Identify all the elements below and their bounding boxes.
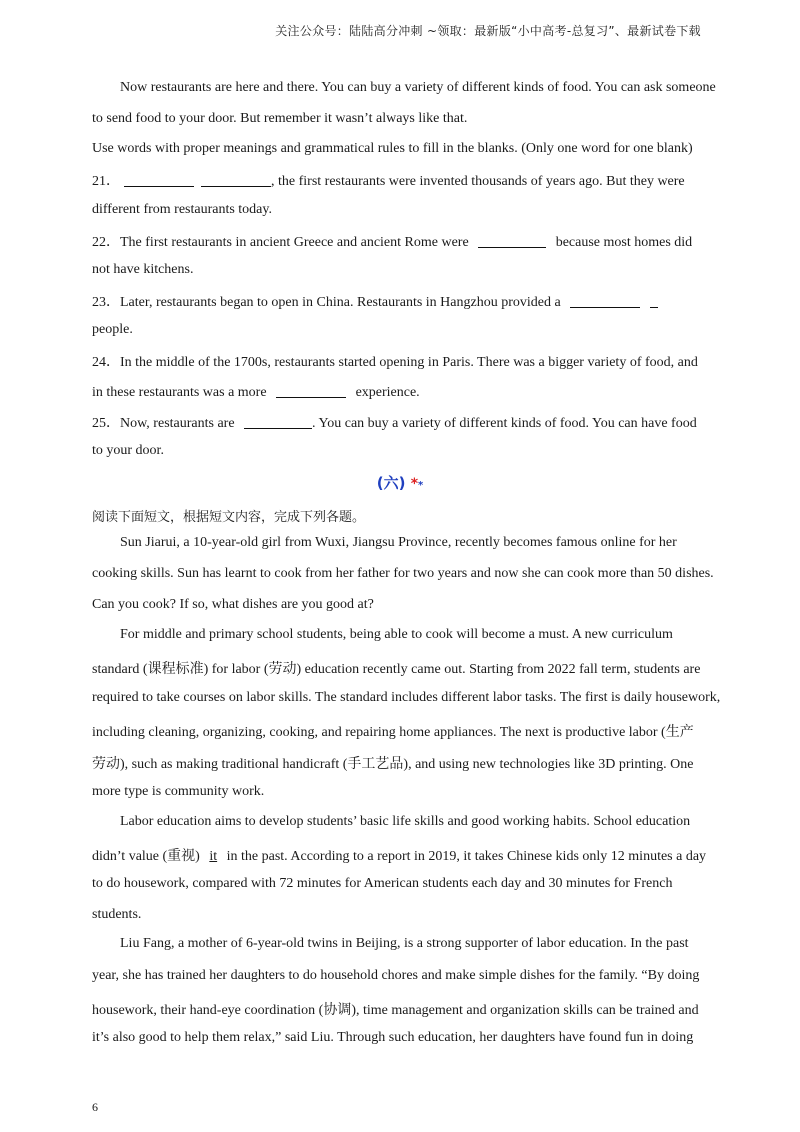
passage-p4-line-2: year, she has trained her daughters to do household chores and make simple dishes for the family. “By doing bbox=[92, 968, 700, 983]
question-text: Later, restaurants began to open in China. Restaurants in Hangzhou provided a bbox=[120, 295, 561, 310]
question-23 bbox=[92, 291, 658, 311]
passage-p2-line-6: more type is community work. bbox=[92, 784, 265, 799]
passage-p4-line-4: it’s also good to help them relax,” said Liu. Through such education, her daughters have found fun in doing bbox=[92, 1030, 694, 1045]
passage-p2-line-4: including cleaning, organizing, cooking, and repairing home appliances. The next is productive labor (生产 bbox=[92, 725, 694, 740]
page-header: 关注公众号：陆陆高分冲刺 ~领取：最新版“小中高考-总复习”、最新试卷下载 bbox=[275, 24, 701, 38]
question-text: , the first restaurants were invented thousands of years ago. But they were bbox=[271, 174, 685, 189]
question-25 bbox=[92, 412, 697, 432]
answer-blank-21b[interactable] bbox=[201, 172, 271, 187]
passage-p2-line-3: required to take courses on labor skills. The standard includes different labor tasks. The first is daily housework, bbox=[92, 690, 721, 705]
question-23-cont: people. bbox=[92, 322, 133, 337]
answer-blank-22[interactable] bbox=[478, 233, 546, 248]
question-number: 25． bbox=[92, 416, 120, 431]
passage-p2-line-5: 劳动), such as making traditional handicraft (手工艺品), and using new technologies like 3D printing. One bbox=[92, 757, 694, 772]
answer-blank-25[interactable] bbox=[244, 414, 312, 429]
question-number: 22． bbox=[92, 235, 120, 250]
passage-p1-line-3: Can you cook? If so, what dishes are you good at? bbox=[92, 597, 374, 612]
question-text: The first restaurants in ancient Greece and ancient Rome were bbox=[120, 235, 469, 250]
question-21 bbox=[92, 170, 685, 190]
question-21-cont: different from restaurants today. bbox=[92, 202, 272, 217]
page-number: 6 bbox=[92, 1100, 98, 1114]
passage-end-line-2: to send food to your door. But remember it wasn’t always like that. bbox=[92, 111, 468, 126]
passage-p3-line-3: to do housework, compared with 72 minutes for American students each day and 30 minutes for French bbox=[92, 876, 673, 891]
passage-p2-line-2: standard (课程标准) for labor (劳动) education recently came out. Starting from 2022 fall term, students are bbox=[92, 662, 701, 677]
passage-p3-line-2 bbox=[92, 845, 706, 865]
passage-p3-line-4: students. bbox=[92, 907, 142, 922]
question-text: In the middle of the 1700s, restaurants started opening in Paris. There was a bigger variety of food, and bbox=[120, 355, 698, 370]
question-text: in these restaurants was a more bbox=[92, 385, 267, 400]
passage-p2-line-1: For middle and primary school students, being able to cook will become a must. A new curriculum bbox=[120, 627, 673, 642]
question-number: 23． bbox=[92, 295, 120, 310]
passage-end-line-1: Now restaurants are here and there. You can buy a variety of different kinds of food. You can ask someone bbox=[120, 80, 716, 95]
question-text-after: because most homes did bbox=[555, 235, 693, 250]
question-text: Now, restaurants are bbox=[120, 416, 235, 431]
question-24 bbox=[92, 351, 698, 371]
question-25-cont: to your door. bbox=[92, 443, 164, 458]
difficulty-star-icon: * bbox=[410, 476, 419, 492]
answer-blank-24[interactable] bbox=[276, 383, 346, 398]
question-number: 24． bbox=[92, 355, 120, 370]
answer-blank-23a[interactable] bbox=[570, 293, 640, 308]
question-number: 21． bbox=[92, 174, 120, 189]
question-24-cont bbox=[92, 383, 420, 401]
passage-p1-line-1: Sun Jiarui, a 10-year-old girl from Wuxi, Jiangsu Province, recently becomes famous online for her bbox=[120, 535, 677, 550]
question-text-after: experience. bbox=[355, 385, 420, 400]
section-title bbox=[92, 472, 708, 493]
passage-p3-line-1: Labor education aims to develop students’ basic life skills and good working habits. School education bbox=[120, 814, 691, 829]
passage-text: didn’t value (重视) bbox=[92, 849, 200, 864]
question-22-cont: not have kitchens. bbox=[92, 262, 194, 277]
section-number: (六) bbox=[376, 474, 406, 492]
passage-text: in the past. According to a report in 2019, it takes Chinese kids only 12 minutes a day bbox=[226, 849, 707, 864]
question-text-after: . You can buy a variety of different kinds of food. You can have food bbox=[312, 416, 697, 431]
answer-blank-21a[interactable] bbox=[124, 172, 194, 187]
passage-p4-line-3: housework, their hand-eye coordination (协调), time management and organization skills can be trained and bbox=[92, 1003, 699, 1018]
section-directions: 阅读下面短文，根据短文内容，完成下列各题。 bbox=[92, 510, 366, 525]
passage-p4-line-1: Liu Fang, a mother of 6-year-old twins in Beijing, is a strong supporter of labor education. In the past bbox=[120, 936, 689, 951]
difficulty-star-icon-small: * bbox=[418, 480, 424, 491]
answer-blank-23b[interactable] bbox=[650, 293, 658, 308]
passage-p1-line-2: cooking skills. Sun has learnt to cook from her father for two years and now she can cook more than 50 dishes. bbox=[92, 566, 714, 581]
instructions: Use words with proper meanings and grammatical rules to fill in the blanks. (Only one word for one blank) bbox=[92, 141, 693, 156]
underlined-word: it bbox=[209, 849, 218, 864]
question-22 bbox=[92, 231, 692, 251]
